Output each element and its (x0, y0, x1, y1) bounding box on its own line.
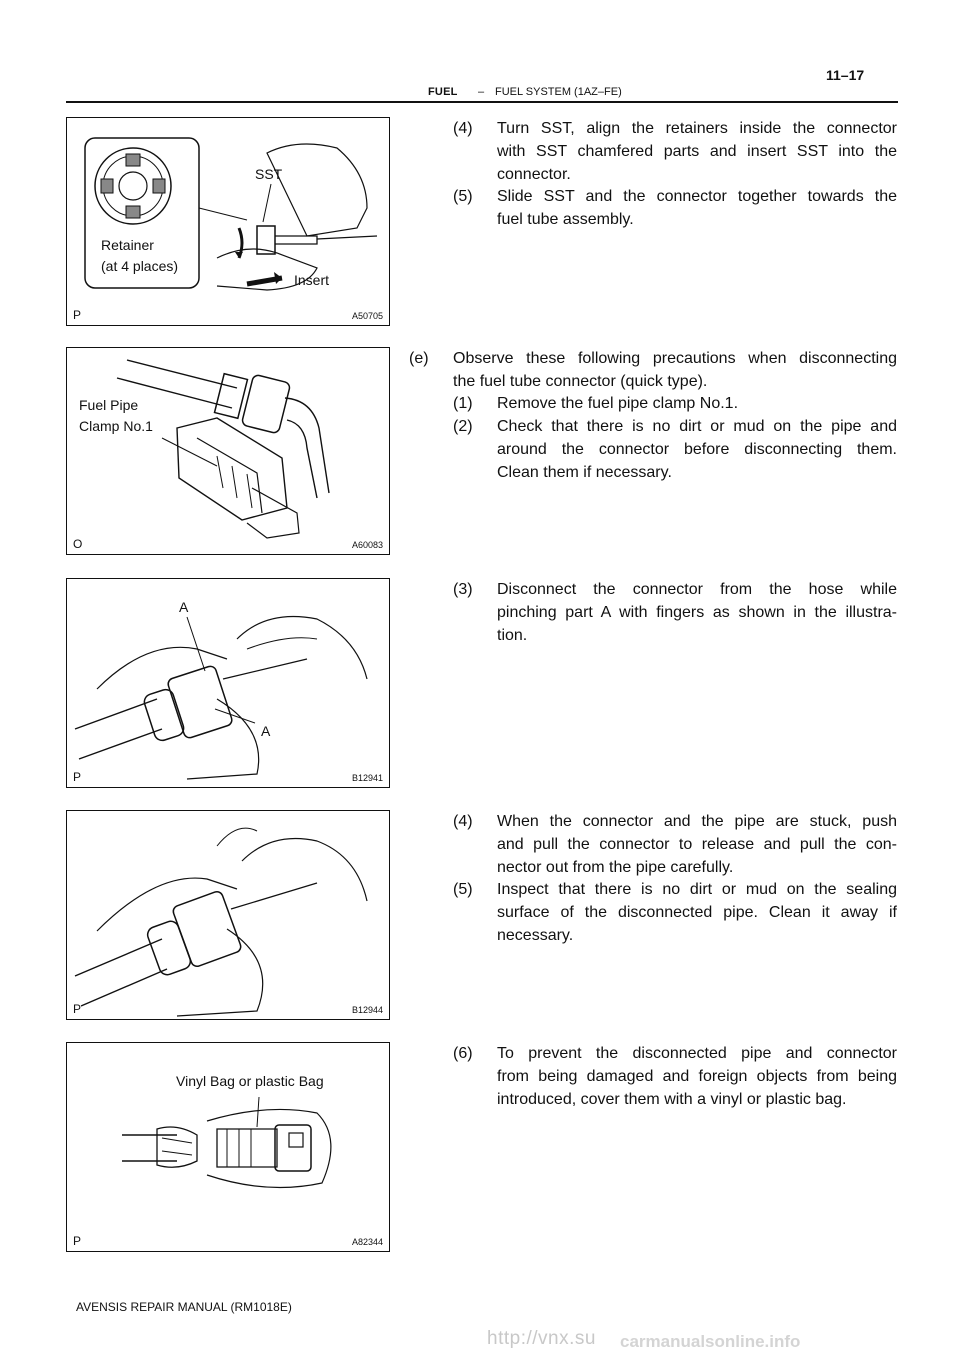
label-a-bottom: A (261, 723, 271, 739)
page-number: 11–17 (826, 67, 865, 83)
step-5-inspect-sealing (453, 878, 897, 948)
figure-vinyl-bag (66, 1042, 390, 1252)
figure-push-pull-connector (66, 810, 390, 1020)
step-number: (3) (453, 581, 473, 598)
pinch-part-a-illustration (67, 579, 391, 789)
step-line: nector out from the pipe carefully. (497, 859, 734, 876)
step-line: introduced, cover them with a vinyl or plastic bag. (497, 1091, 847, 1108)
step-line: Check that there is no dirt or mud on the pipe and (497, 418, 897, 435)
fuel-pipe-clamp-illustration (67, 348, 391, 556)
label-retainer: Retainer (101, 237, 154, 253)
figure-code: B12941 (351, 773, 383, 783)
header-section: FUEL (428, 86, 458, 98)
step-line: around the connector before disconnecting them. (497, 441, 897, 458)
label-clamp-no1: Clamp No.1 (79, 418, 153, 434)
step-line: fuel tube assembly. (497, 211, 634, 228)
step-line: Remove the fuel pipe clamp No.1. (497, 395, 739, 412)
figure-code: A60083 (351, 540, 383, 550)
footer-manual-title: AVENSIS REPAIR MANUAL (RM1018E) (76, 1300, 292, 1314)
header-subtitle: FUEL SYSTEM (1AZ–FE) (495, 86, 622, 98)
label-vinyl-bag: Vinyl Bag or plastic Bag (176, 1073, 324, 1089)
push-pull-illustration (67, 811, 391, 1021)
step-line: from being damaged and foreign objects from being (497, 1068, 897, 1085)
figure-corner-mark: P (73, 770, 82, 784)
step-line: When the connector and the pipe are stuck, push (497, 813, 897, 830)
step-line: the fuel tube connector (quick type). (453, 373, 708, 390)
label-a-top: A (179, 599, 189, 615)
step-number: (4) (453, 120, 473, 137)
step-6-cover-bag (453, 1042, 897, 1112)
watermark-link[interactable]: http://vnx.su (487, 1328, 596, 1349)
step-line: tion. (497, 627, 528, 644)
figure-pinch-part-a (66, 578, 390, 788)
step-number: (e) (409, 350, 429, 367)
figure-corner-mark: O (73, 537, 83, 551)
step-line: pinching part A with fingers as shown in the illustra- (497, 604, 897, 621)
step-line: Turn SST, align the retainers inside the connector (497, 120, 897, 137)
step-number: (4) (453, 813, 473, 830)
figure-fuel-pipe-clamp (66, 347, 390, 555)
header-dash: – (478, 86, 485, 98)
step-number: (6) (453, 1045, 473, 1062)
step-number: (2) (453, 418, 473, 435)
step-2-check-dirt (453, 415, 897, 485)
step-line: Observe these following precautions when disconnecting (453, 350, 897, 367)
step-line: Inspect that there is no dirt or mud on the sealing (497, 881, 897, 898)
step-line: necessary. (497, 927, 574, 944)
header-rule (66, 101, 898, 103)
label-insert: Insert (294, 272, 330, 288)
figure-code: A50705 (351, 311, 383, 321)
figure-corner-mark: P (73, 308, 82, 322)
step-1-remove-clamp (453, 392, 897, 416)
label-fuel-pipe: Fuel Pipe (79, 397, 139, 413)
step-number: (5) (453, 881, 473, 898)
step-number: (5) (453, 188, 473, 205)
step-4-turn-sst (453, 117, 897, 187)
step-e-precautions (409, 347, 897, 395)
figure-code: A82344 (351, 1237, 383, 1247)
figure-sst-insert (66, 117, 390, 326)
step-line: To prevent the disconnected pipe and connector (497, 1045, 897, 1062)
step-5-slide-sst (453, 185, 897, 233)
step-number: (1) (453, 395, 473, 412)
label-sst: SST (255, 166, 283, 182)
step-line: with SST chamfered parts and insert SST into the (497, 143, 897, 160)
watermark-site: carmanualsonline.info (620, 1332, 801, 1351)
step-4-stuck-connector (453, 810, 897, 880)
step-line: Clean them if necessary. (497, 464, 672, 481)
step-3-disconnect (453, 578, 897, 648)
step-line: Slide SST and the connector together towards the (497, 188, 897, 205)
figure-corner-mark: P (73, 1002, 82, 1016)
step-line: Disconnect the connector from the hose while (497, 581, 897, 598)
step-line: connector. (497, 166, 571, 183)
label-at-4-places: (at 4 places) (101, 258, 179, 274)
step-line: and pull the connector to release and pull the con- (497, 836, 897, 853)
step-line: surface of the disconnected pipe. Clean it away if (497, 904, 897, 921)
sst-insert-illustration (67, 118, 391, 327)
figure-code: B12944 (351, 1005, 383, 1015)
figure-corner-mark: P (73, 1234, 82, 1248)
